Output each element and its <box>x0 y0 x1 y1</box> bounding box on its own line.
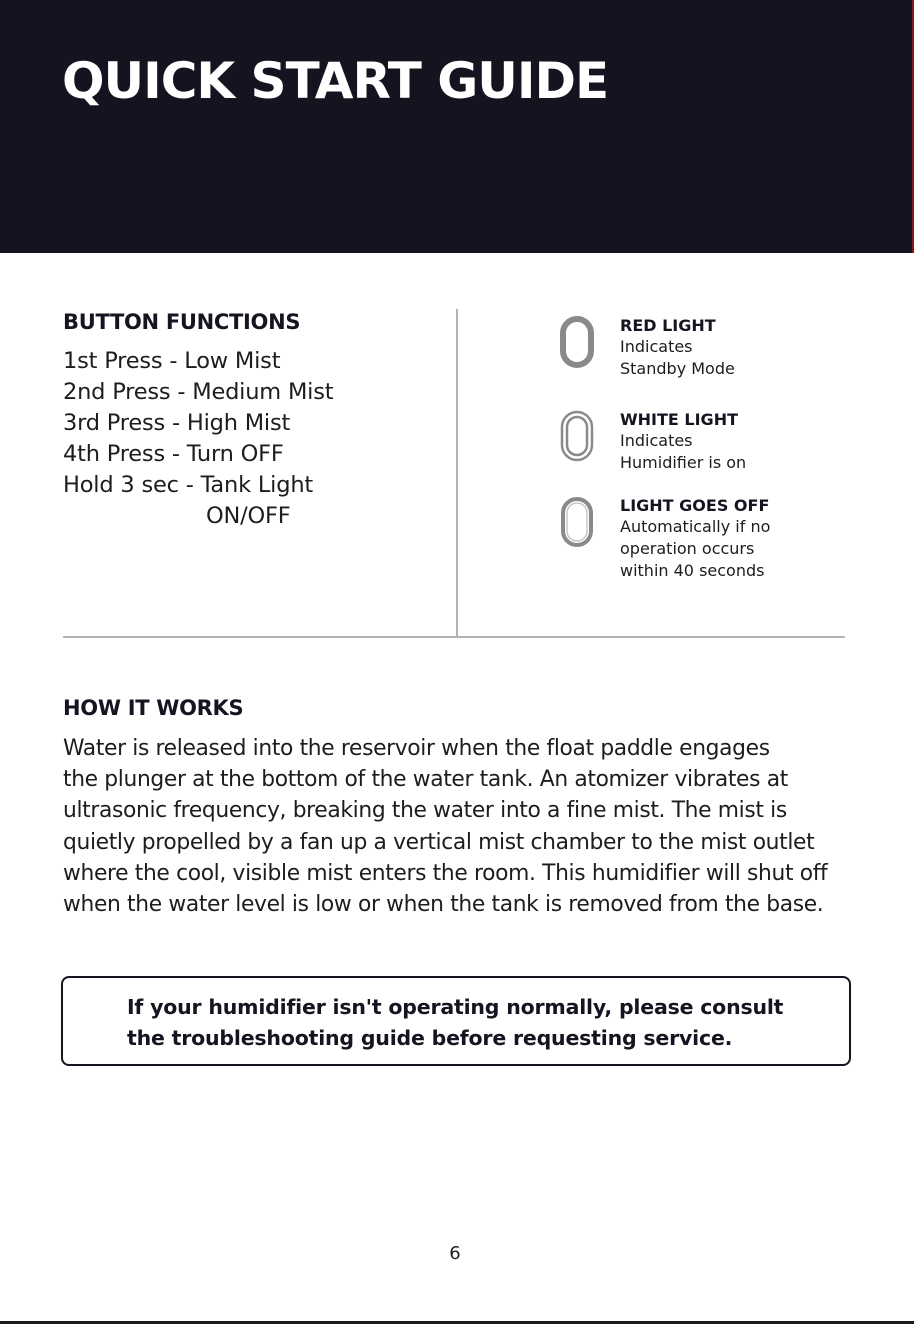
page-title: QUICK START GUIDE <box>62 52 609 110</box>
list-item: 2nd Press - Medium Mist <box>63 379 334 405</box>
white-light-indicator-icon <box>560 410 594 462</box>
light-description: Automatically if no <box>620 517 771 536</box>
light-description: Standby Mode <box>620 359 735 378</box>
vertical-divider <box>456 309 458 636</box>
light-title: WHITE LIGHT <box>620 410 738 429</box>
red-light-indicator-icon <box>560 316 594 368</box>
light-text-white <box>620 410 860 474</box>
light-text-off <box>620 496 860 582</box>
how-it-works-paragraph <box>63 733 863 920</box>
paragraph-line: the plunger at the bottom of the water tank. An atomizer vibrates at <box>63 767 788 793</box>
light-title: LIGHT GOES OFF <box>620 496 770 515</box>
list-item: Hold 3 sec - Tank Light <box>63 472 313 498</box>
light-off-indicator-icon <box>560 496 594 548</box>
light-title: RED LIGHT <box>620 316 716 335</box>
notice-box <box>61 976 851 1066</box>
horizontal-divider <box>63 636 845 638</box>
paragraph-line: when the water level is low or when the tank is removed from the base. <box>63 892 824 918</box>
list-item: 3rd Press - High Mist <box>63 410 291 436</box>
list-item: 4th Press - Turn OFF <box>63 441 284 467</box>
light-description: within 40 seconds <box>620 561 765 580</box>
how-it-works-heading: HOW IT WORKS <box>63 696 244 720</box>
light-description: Indicates <box>620 337 693 356</box>
notice-line: If your humidifier isn't operating normally, please consult <box>127 995 784 1019</box>
light-description: Indicates <box>620 431 693 450</box>
paragraph-line: where the cool, visible mist enters the room. This humidifier will shut off <box>63 860 828 886</box>
light-text-red <box>620 316 860 380</box>
button-functions-list <box>63 346 333 532</box>
light-description: operation occurs <box>620 539 755 558</box>
paragraph-line: Water is released into the reservoir when the float paddle engages <box>63 736 770 761</box>
list-item-continuation: ON/OFF <box>206 503 291 529</box>
page-header <box>0 0 914 253</box>
paragraph-line: quietly propelled by a fan up a vertical mist chamber to the mist outlet <box>63 829 815 855</box>
light-description: Humidifier is on <box>620 453 747 472</box>
paragraph-line: ultrasonic frequency, breaking the water into a fine mist. The mist is <box>63 798 787 824</box>
notice-text <box>127 992 783 1054</box>
page-number: 6 <box>449 1243 461 1264</box>
notice-line: the troubleshooting guide before requesting service. <box>127 1026 733 1050</box>
button-functions-heading: BUTTON FUNCTIONS <box>63 310 301 334</box>
list-item: 1st Press - Low Mist <box>63 348 281 374</box>
